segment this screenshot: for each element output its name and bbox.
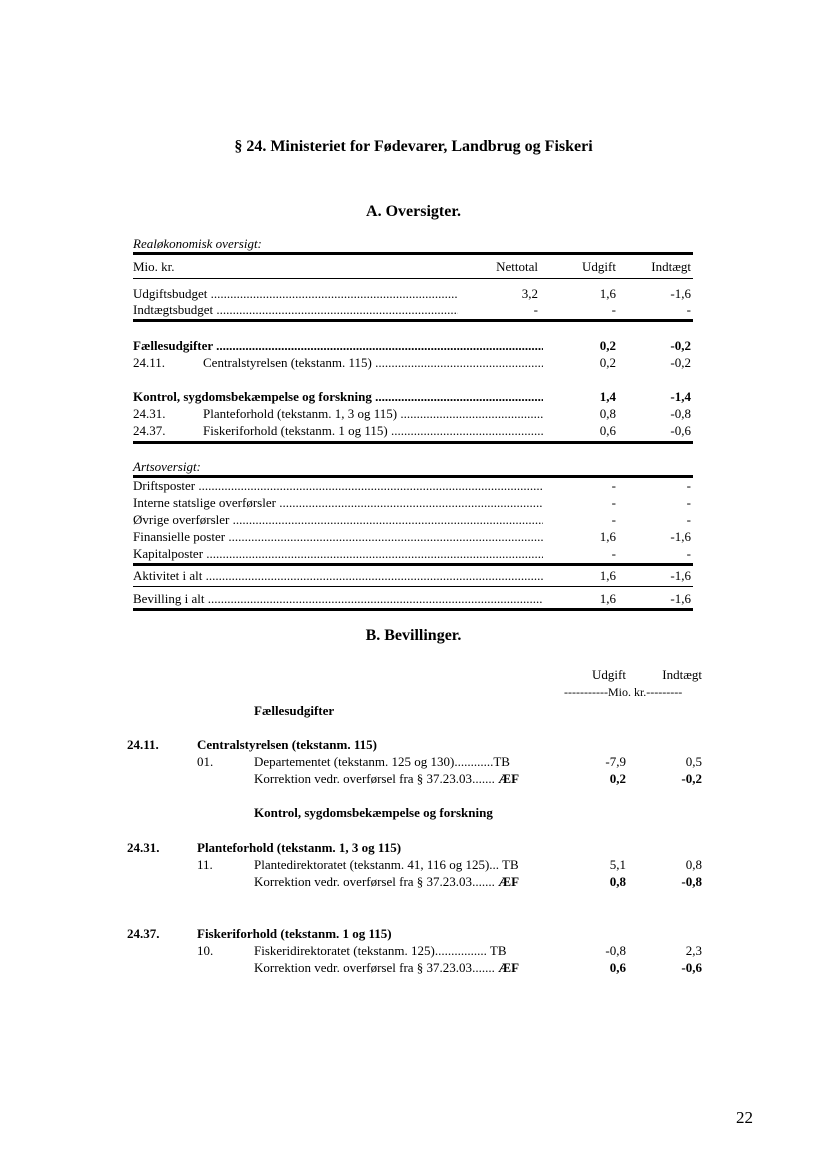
row-label: Planteforhold (tekstanm. 1, 3 og 115) [203, 406, 398, 421]
account-code: 24.37. [127, 926, 160, 941]
row-indtaegt: -1,6 [670, 286, 691, 301]
row-udgift: - [611, 546, 616, 561]
row-udgift: 1,6 [599, 568, 616, 583]
row-label: Øvrige overførsler [133, 512, 230, 527]
table-rule [133, 608, 693, 611]
row-label: Interne statslige overførsler [133, 495, 276, 510]
row-nettotal: - [533, 302, 538, 317]
table-row [133, 406, 693, 422]
group-row [133, 338, 693, 354]
row-udgift: - [611, 302, 616, 317]
row-label: Fiskeriforhold (tekstanm. 1 og 115) [203, 423, 388, 438]
udgift-header: Udgift [592, 667, 626, 682]
section-b-heading: B. Bevillinger. [365, 627, 462, 644]
row-udgift: 0,8 [599, 406, 616, 421]
table-rule [133, 278, 693, 279]
table-row [133, 512, 693, 528]
leader-dots: ............ [454, 754, 494, 769]
subaccount-label: Plantedirektoratet (tekstanm. 41, 116 og 125) [254, 857, 490, 872]
subaccount-number: 11. [197, 857, 213, 872]
row-indtaegt: - [686, 512, 691, 527]
correction-row [254, 873, 519, 890]
table-rule [133, 441, 693, 444]
page-title: § 24. Ministeriet for Fødevarer, Landbrug og Fiskeri [234, 138, 593, 155]
group-udgift: 1,4 [599, 389, 616, 404]
leader-dots: ................ [434, 943, 487, 958]
account-code: 24.31. [127, 840, 160, 855]
sub-indtaegt: -0,8 [681, 874, 702, 889]
indtaegt-header: Indtægt [651, 259, 691, 274]
row-udgift: - [611, 512, 616, 527]
row-label: Kapitalposter [133, 546, 204, 561]
artsoversigt-caption: Artsoversigt: [133, 459, 201, 474]
row-indtaegt: -1,6 [670, 591, 691, 606]
group-heading: Kontrol, sygdomsbekæmpelse og forskning [254, 805, 493, 820]
budget-code: TB [493, 754, 510, 769]
row-nettotal: 3,2 [521, 286, 538, 301]
budget-code: TB [489, 943, 507, 958]
row-indtaegt: - [686, 302, 691, 317]
table-rule [133, 563, 693, 566]
subaccount-number: 01. [197, 754, 214, 769]
row-udgift: 1,6 [599, 529, 616, 544]
sub-udgift: 0,8 [609, 874, 626, 889]
row-udgift: - [611, 495, 616, 510]
row-udgift: - [611, 478, 616, 493]
row-indtaegt: -0,2 [670, 355, 691, 370]
row-udgift: 1,6 [599, 286, 616, 301]
group-indtaegt: -0,2 [670, 338, 691, 353]
table-header [133, 259, 693, 275]
row-code: 24.31. [133, 406, 166, 421]
leader-dots: ....... [472, 874, 495, 889]
row-code: 24.37. [133, 423, 166, 438]
sub-indtaegt: -0,6 [681, 960, 702, 975]
leader-dots: ... [489, 857, 500, 872]
table-row [133, 529, 693, 545]
group-row [133, 389, 693, 405]
table-rule [133, 252, 693, 255]
table-row [133, 286, 693, 302]
correction-row [254, 770, 519, 787]
correction-row [254, 959, 519, 976]
row-udgift: 0,2 [599, 355, 616, 370]
sub-udgift: 0,2 [609, 771, 626, 786]
table-row [133, 478, 693, 494]
group-label: Kontrol, sygdomsbekæmpelse og forskning [133, 389, 372, 404]
group-label: Fællesudgifter [133, 338, 213, 353]
row-indtaegt: -1,6 [670, 568, 691, 583]
group-indtaegt: -1,4 [670, 389, 691, 404]
row-indtaegt: -0,8 [670, 406, 691, 421]
table-row [133, 495, 693, 511]
row-label: Driftsposter [133, 478, 196, 493]
row-label: Centralstyrelsen (tekstanm. 115) [203, 355, 372, 370]
group-heading: Fællesudgifter [254, 703, 335, 718]
row-indtaegt: -0,6 [670, 423, 691, 438]
table-rule [133, 319, 693, 322]
account-name: Planteforhold (tekstanm. 1, 3 og 115) [197, 840, 402, 855]
total-row [133, 568, 693, 584]
leader-dots: ....... [472, 960, 495, 975]
sub-udgift: 5,1 [609, 857, 626, 872]
row-indtaegt: -1,6 [670, 529, 691, 544]
indtaegt-header: Indtægt [662, 667, 702, 682]
table-row [133, 302, 693, 318]
sub-indtaegt: 0,8 [685, 857, 702, 872]
row-indtaegt: - [686, 478, 691, 493]
subaccount-label: Korrektion vedr. overførsel fra § 37.23.03 [254, 960, 473, 975]
budget-code: ÆF [498, 960, 520, 975]
subaccount-label: Korrektion vedr. overførsel fra § 37.23.03 [254, 874, 473, 889]
page-number: 22 [736, 1108, 753, 1127]
row-label: Udgiftsbudget [133, 286, 208, 301]
row-label: Bevilling i alt [133, 591, 205, 606]
total-row [133, 591, 693, 607]
row-udgift: 1,6 [599, 591, 616, 606]
table-row [133, 355, 693, 371]
unit-label: Mio. kr. [133, 259, 175, 274]
table-row [133, 423, 693, 439]
sub-indtaegt: 0,5 [685, 754, 702, 769]
row-label: Indtægtsbudget [133, 302, 214, 317]
sub-udgift: 0,6 [609, 960, 626, 975]
table-row [133, 546, 693, 562]
sub-indtaegt: 2,3 [685, 943, 702, 958]
account-name: Fiskeriforhold (tekstanm. 1 og 115) [197, 926, 392, 941]
subaccount-row [254, 856, 519, 873]
subaccount-label: Departementet (tekstanm. 125 og 130) [254, 754, 455, 769]
budget-code: ÆF [498, 771, 520, 786]
subaccount-label: Korrektion vedr. overførsel fra § 37.23.03 [254, 771, 473, 786]
row-indtaegt: - [686, 495, 691, 510]
sub-udgift: -7,9 [605, 754, 626, 769]
row-label: Aktivitet i alt [133, 568, 203, 583]
nettotal-header: Nettotal [496, 259, 538, 274]
sub-udgift: -0,8 [605, 943, 626, 958]
subaccount-label: Fiskeridirektoratet (tekstanm. 125) [254, 943, 435, 958]
subaccount-row [254, 942, 507, 959]
row-code: 24.11. [133, 355, 166, 370]
realokonomisk-caption: Realøkonomisk oversigt: [133, 236, 262, 251]
row-label: Finansielle poster [133, 529, 226, 544]
section-a-heading: A. Oversigter. [366, 203, 461, 220]
account-code: 24.11. [127, 737, 159, 752]
subaccount-row [254, 753, 510, 770]
leader-dots: ....... [472, 771, 495, 786]
table-rule [133, 586, 693, 587]
row-udgift: 0,6 [599, 423, 616, 438]
sub-indtaegt: -0,2 [681, 771, 702, 786]
budget-code: TB [502, 857, 519, 872]
unit-label: -----------Mio. kr.--------- [564, 685, 683, 699]
udgift-header: Udgift [582, 259, 616, 274]
subaccount-number: 10. [197, 943, 214, 958]
group-udgift: 0,2 [599, 338, 616, 353]
account-name: Centralstyrelsen (tekstanm. 115) [197, 737, 377, 752]
row-indtaegt: - [686, 546, 691, 561]
budget-code: ÆF [498, 874, 520, 889]
